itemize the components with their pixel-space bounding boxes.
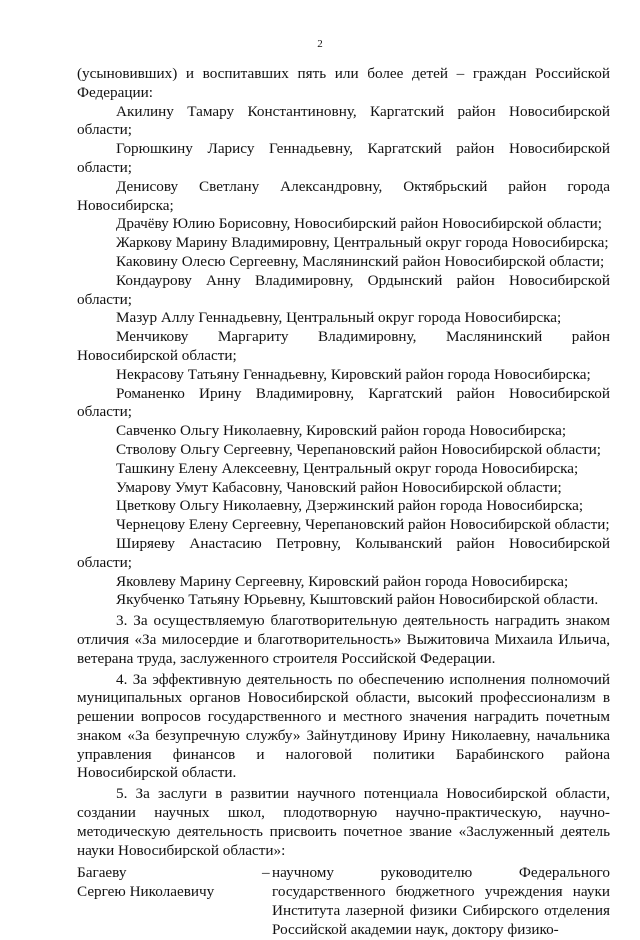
section-5-paragraph: 5. За заслуги в развитии научного потенциала Новосибирской области, создании научных школ, плодотворную научно-практическую, научно-методическую деятельность присвоить почетное звание «Заслуженный деятель науки Новосибирской области»: — [77, 785, 610, 859]
awardee-item: Стволову Ольгу Сергеевну, Черепановский район Новосибирской области; — [116, 440, 602, 458]
awardee-item: Цветкову Ольгу Николаевну, Дзержинский район города Новосибирска; — [116, 497, 584, 515]
document-body — [77, 65, 610, 940]
honoree-name — [77, 864, 262, 939]
awardee-item: Денисову Светлану Александровну, Октябрьский район города Новосибирска; — [77, 177, 610, 214]
awardee-item: Романенко Ирину Владимировну, Каргатский район Новосибирской области; — [77, 384, 610, 421]
awardee-item: Чернецову Елену Сергеевну, Черепановский район Новосибирской области; — [116, 516, 610, 534]
awardee-item: Каковину Олесю Сергеевну, Маслянинский район Новосибирской области; — [116, 252, 605, 270]
awardee-item: Горюшкину Ларису Геннадьевну, Каргатский район Новосибирской области; — [77, 140, 610, 176]
honoree-surname: Багаеву — [77, 864, 127, 882]
honoree-description: научному руководителю Федерального государственного бюджетного учреждения науки Института лазерной физики Сибирского отделения Российской академии наук, доктору физико- — [272, 864, 610, 938]
awardee-item: Ташкину Елену Алексеевну, Центральный округ города Новосибирска; — [116, 459, 579, 477]
awardee-item: Якубченко Татьяну Юрьевну, Кыштовский район Новосибирской области. — [116, 591, 599, 609]
honoree-entry — [77, 864, 610, 939]
awardee-item: Кондаурову Анну Владимировну, Ордынский район Новосибирской области; — [77, 271, 610, 308]
awardee-item: Мазур Аллу Геннадьевну, Центральный округ города Новосибирска; — [116, 309, 562, 327]
awardee-item: Умарову Умут Кабасовну, Чановский район Новосибирской области; — [116, 478, 562, 496]
awardee-item: Яковлеву Марину Сергеевну, Кировский район города Новосибирска; — [116, 572, 569, 590]
intro-continuation: (усыновивших) и воспитавших пять или более детей – граждан Российской Федерации: — [77, 65, 610, 101]
awardee-item: Савченко Ольгу Николаевну, Кировский район города Новосибирска; — [116, 422, 567, 440]
awardee-list — [77, 103, 610, 611]
awardee-item: Некрасову Татьяну Геннадьевну, Кировский район города Новосибирска; — [116, 365, 591, 383]
section-3-paragraph: 3. За осуществляемую благотворительную деятельность наградить знаком отличия «За милосердие и благотворительность» Выжитовича Михаила Ильича, ветерана труда, заслуженного строителя Российской Федерации. — [77, 612, 610, 667]
awardee-item: Ширяеву Анастасию Петровну, Колыванский район Новосибирской области; — [77, 534, 610, 571]
awardee-item: Акилину Тамару Константиновну, Каргатский район Новосибирской области; — [77, 102, 610, 139]
page-number: 2 — [317, 38, 323, 50]
awardee-item: Жаркову Марину Владимировну, Центральный округ города Новосибирска; — [116, 234, 609, 252]
section-4-paragraph: 4. За эффективную деятельность по обеспечению исполнения полномочий муниципальных органов Новосибирской области, высокий профессионализм в решении вопросов государственного и местного значения наградить почетным знаком «За безупречную службу» Зайнутдинову Ирину Николаевну, начальника управления финансов и налоговой политики Барабинского района Новосибирской области. — [77, 670, 610, 782]
honoree-dash: – — [262, 864, 270, 882]
honoree-given-names: Сергею Николаевичу — [77, 883, 215, 901]
awardee-item: Менчикову Маргариту Владимировну, Маслянинский район Новосибирской области; — [77, 328, 610, 364]
awardee-item: Драчёву Юлию Борисовну, Новосибирский район Новосибирской области; — [116, 215, 602, 233]
